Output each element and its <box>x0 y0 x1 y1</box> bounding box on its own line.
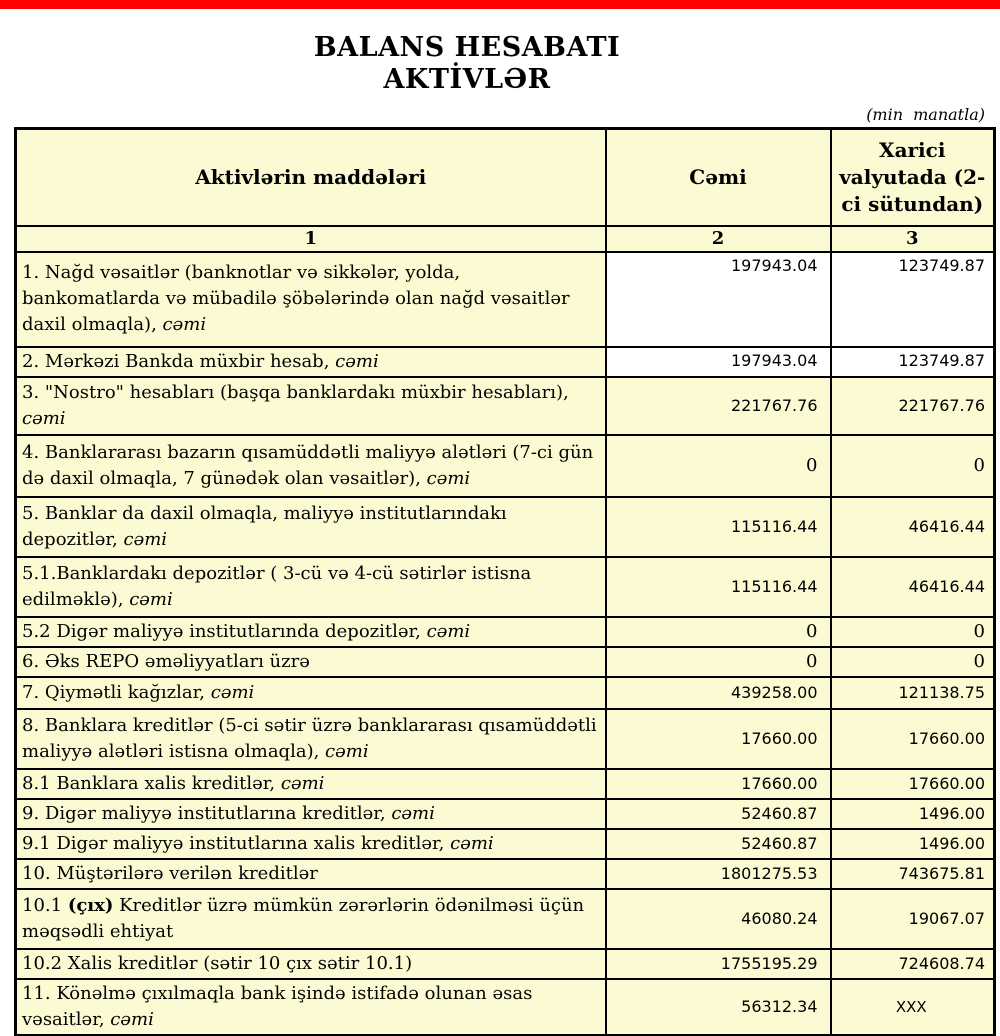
foreign-currency-value: 123749.87 <box>831 252 995 347</box>
table-header-row <box>16 129 995 226</box>
table-row <box>16 557 995 617</box>
asset-item-label: 2. Mərkəzi Bankda müxbir hesab, cəmi <box>16 347 606 377</box>
foreign-currency-value: 17660.00 <box>831 769 995 799</box>
asset-item-label: 6. Əks REPO əməliyyatları üzrə <box>16 647 606 677</box>
header-total-column: Cəmi <box>606 129 831 226</box>
table-row <box>16 889 995 949</box>
title-line-1: BALANS HESABATI <box>313 32 621 63</box>
table-row <box>16 252 995 347</box>
page-title <box>0 32 1000 96</box>
asset-item-label: 3. "Nostro" hesabları (başqa banklardakı müxbir hesabları), cəmi <box>16 377 606 435</box>
table-row <box>16 979 995 1036</box>
total-value: 0 <box>606 435 831 497</box>
table-row <box>16 647 995 677</box>
top-accent-bar <box>0 0 1000 9</box>
asset-item-label: 9. Digər maliyyə institutlarına kreditlər, cəmi <box>16 799 606 829</box>
foreign-currency-value: 743675.81 <box>831 859 995 889</box>
total-value: 17660.00 <box>606 709 831 769</box>
column-number-3: 3 <box>831 226 995 252</box>
unit-note: (min manatla) <box>866 105 985 124</box>
asset-item-label: 1. Nağd vəsaitlər (banknotlar və sikkələr, yolda, bankomatlarda və mübadilə şöbələrində olan nağd vəsaitlər daxil olmaqla), cəmi <box>16 252 606 347</box>
asset-item-label: 9.1 Digər maliyyə institutlarına xalis kreditlər, cəmi <box>16 829 606 859</box>
table-row <box>16 829 995 859</box>
foreign-currency-value: 121138.75 <box>831 677 995 709</box>
asset-item-label: 5. Banklar da daxil olmaqla, maliyyə institutlarındakı depozitlər, cəmi <box>16 497 606 557</box>
title-line-2: AKTİVLƏR <box>383 64 551 95</box>
foreign-currency-value: 19067.07 <box>831 889 995 949</box>
total-value: 0 <box>606 647 831 677</box>
foreign-currency-value: 221767.76 <box>831 377 995 435</box>
total-value: 221767.76 <box>606 377 831 435</box>
total-value: 52460.87 <box>606 829 831 859</box>
total-value: 17660.00 <box>606 769 831 799</box>
header-foreign-column: Xarici valyutada (2-ci sütundan) <box>831 129 995 226</box>
foreign-currency-value: 0 <box>831 647 995 677</box>
foreign-currency-value: 724608.74 <box>831 949 995 979</box>
total-value: 115116.44 <box>606 497 831 557</box>
total-value: 1755195.29 <box>606 949 831 979</box>
asset-item-label: 8.1 Banklara xalis kreditlər, cəmi <box>16 769 606 799</box>
total-value: 197943.04 <box>606 252 831 347</box>
balance-sheet-table <box>14 127 996 1036</box>
table-row <box>16 347 995 377</box>
table-row <box>16 377 995 435</box>
table-row <box>16 859 995 889</box>
table-row <box>16 677 995 709</box>
column-number-1: 1 <box>16 226 606 252</box>
foreign-currency-value: 0 <box>831 435 995 497</box>
foreign-currency-value: 0 <box>831 617 995 647</box>
foreign-currency-value: 1496.00 <box>831 799 995 829</box>
header-items-column: Aktivlərin maddələri <box>16 129 606 226</box>
asset-item-label: 7. Qiymətli kağızlar, cəmi <box>16 677 606 709</box>
total-value: 439258.00 <box>606 677 831 709</box>
table-row <box>16 709 995 769</box>
table-row <box>16 435 995 497</box>
foreign-currency-value: XXX <box>831 979 995 1036</box>
table-row <box>16 949 995 979</box>
total-value: 1801275.53 <box>606 859 831 889</box>
total-value: 56312.34 <box>606 979 831 1036</box>
asset-item-label: 10. Müştərilərə verilən kreditlər <box>16 859 606 889</box>
foreign-currency-value: 123749.87 <box>831 347 995 377</box>
table-row <box>16 617 995 647</box>
total-value: 115116.44 <box>606 557 831 617</box>
column-number-2: 2 <box>606 226 831 252</box>
table-row <box>16 497 995 557</box>
asset-item-label: 5.2 Digər maliyyə institutlarında depozitlər, cəmi <box>16 617 606 647</box>
total-value: 0 <box>606 617 831 647</box>
foreign-currency-value: 17660.00 <box>831 709 995 769</box>
asset-item-label: 10.1 (çıx) Kreditlər üzrə mümkün zərərlərin ödənilməsi üçün məqsədli ehtiyat <box>16 889 606 949</box>
foreign-currency-value: 1496.00 <box>831 829 995 859</box>
total-value: 46080.24 <box>606 889 831 949</box>
total-value: 52460.87 <box>606 799 831 829</box>
asset-item-label: 10.2 Xalis kreditlər (sətir 10 çıx sətir 10.1) <box>16 949 606 979</box>
table-row <box>16 799 995 829</box>
foreign-currency-value: 46416.44 <box>831 497 995 557</box>
asset-item-label: 8. Banklara kreditlər (5-ci sətir üzrə banklararası qısamüddətli maliyyə alətləri istisna olmaqla), cəmi <box>16 709 606 769</box>
asset-item-label: 5.1.Banklardakı depozitlər ( 3-cü və 4-cü sətirlər istisna edilməklə), cəmi <box>16 557 606 617</box>
total-value: 197943.04 <box>606 347 831 377</box>
foreign-currency-value: 46416.44 <box>831 557 995 617</box>
asset-item-label: 11. Könəlmə çıxılmaqla bank işində istifadə olunan əsas vəsaitlər, cəmi <box>16 979 606 1036</box>
column-numbers-row <box>16 226 995 252</box>
asset-item-label: 4. Banklararası bazarın qısamüddətli maliyyə alətləri (7-ci gün də daxil olmaqla, 7 günədək olan vəsaitlər), cəmi <box>16 435 606 497</box>
table-row <box>16 769 995 799</box>
